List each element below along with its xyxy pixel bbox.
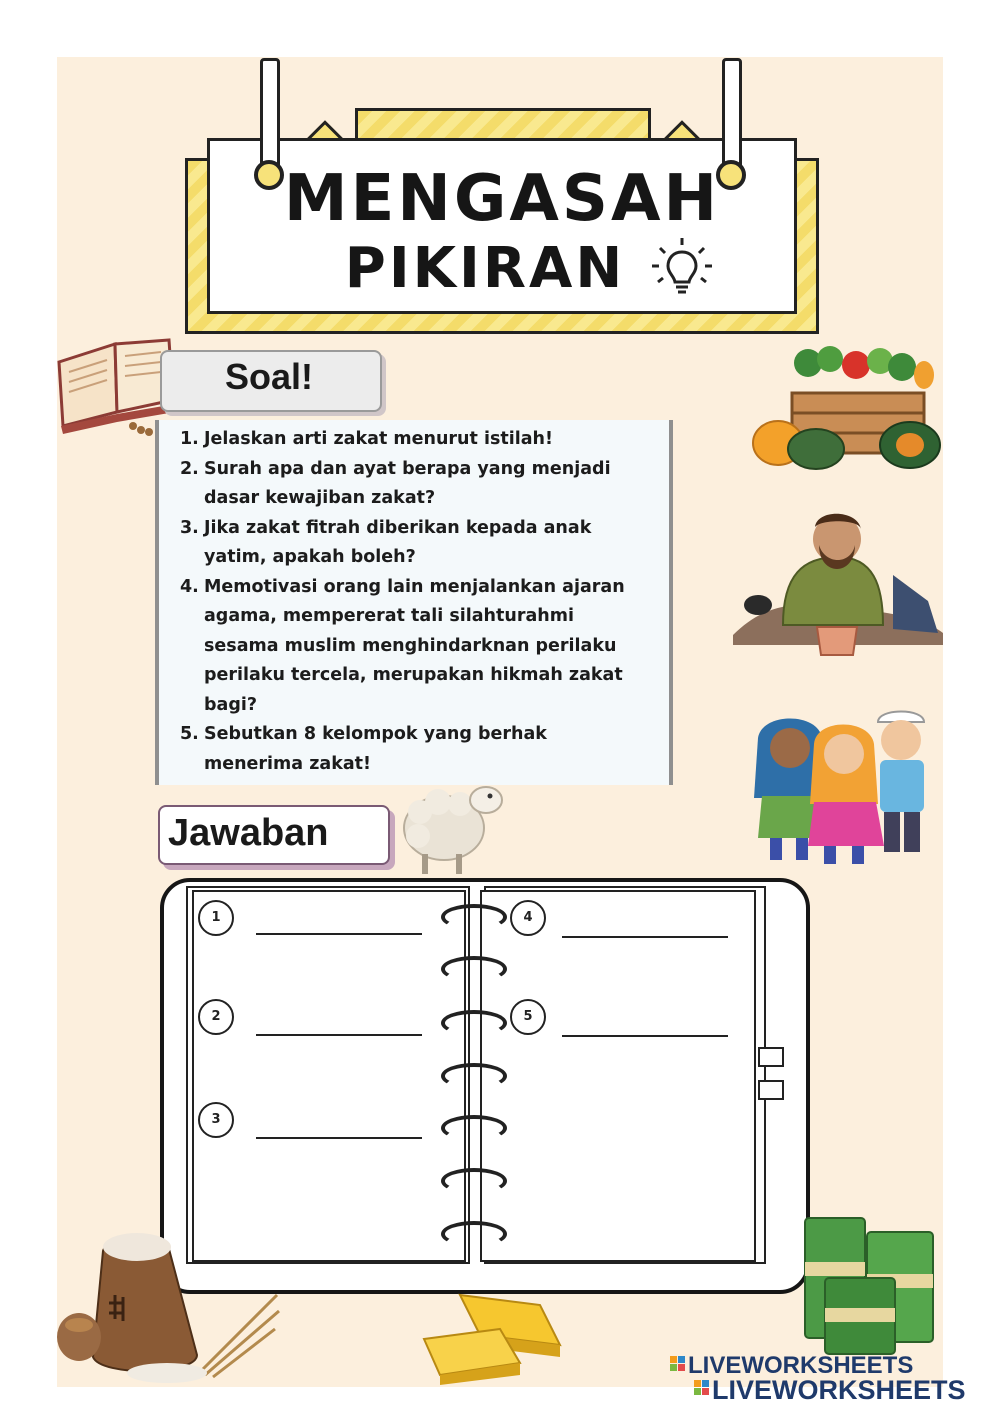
question-text: Memotivasi orang lain menjalankan ajaran xyxy=(204,576,625,597)
watermark-text: LIVEWORKSHEETS xyxy=(688,1352,914,1379)
question-number: 2. xyxy=(180,458,199,479)
answer-line-4[interactable] xyxy=(562,936,728,938)
notebook-tab xyxy=(758,1080,784,1100)
question-item xyxy=(180,573,650,721)
spiral-ring xyxy=(441,904,507,930)
liveworksheets-logo-icon xyxy=(670,1356,686,1372)
question-text: perilaku tercela, merupakan hikmah zakat xyxy=(204,665,623,685)
page-title-line-1: MENGASAH xyxy=(283,162,721,236)
watermark-text: LIVEWORKSHEETS xyxy=(712,1375,966,1405)
questions-list xyxy=(180,425,650,779)
right-page xyxy=(480,890,756,1262)
question-text: agama, mempererat tali silahturahmi xyxy=(204,606,574,626)
page-title-line-2: PIKIRAN xyxy=(344,236,626,301)
notebook-tab xyxy=(758,1047,784,1067)
spiral-ring xyxy=(441,1063,507,1089)
question-number: 3. xyxy=(180,517,199,538)
answer-line-1[interactable] xyxy=(256,933,422,935)
sheep-icon xyxy=(398,770,510,880)
question-text: bagi? xyxy=(204,694,258,715)
question-item xyxy=(180,425,650,455)
question-text: yatim, apakah boleh? xyxy=(204,547,416,567)
question-item xyxy=(180,455,650,514)
spiral-ring xyxy=(441,1221,507,1247)
question-text: Surah apa dan ayat berapa yang menjadi xyxy=(204,458,611,479)
left-page xyxy=(192,890,466,1262)
answer-line-2[interactable] xyxy=(256,1034,422,1036)
jawaban-label: Jawaban xyxy=(168,812,329,854)
liveworksheets-logo-icon xyxy=(694,1380,710,1396)
question-text: Jelaskan arti zakat menurut istilah! xyxy=(204,429,553,449)
question-text: sesama muslim menghindarknan perilaku xyxy=(204,635,617,656)
answer-number-4: 4 xyxy=(510,900,546,936)
answer-line-3[interactable] xyxy=(256,1137,422,1139)
answer-number-1: 1 xyxy=(198,900,234,936)
gold-bars-icon xyxy=(420,1285,580,1385)
question-text: Jika zakat fitrah diberikan kepada anak xyxy=(204,517,592,538)
poor-man-icon xyxy=(733,505,943,665)
rice-sack-icon xyxy=(57,1225,282,1387)
question-number: 1. xyxy=(180,429,199,449)
spiral-ring xyxy=(441,1115,507,1141)
question-text: dasar kewajiban zakat? xyxy=(204,488,436,508)
question-item xyxy=(180,514,650,573)
question-number: 5. xyxy=(180,724,199,744)
spiral-ring xyxy=(441,1168,507,1194)
lightbulb-icon xyxy=(650,236,714,300)
question-text: Sebutkan 8 kelompok yang berhak xyxy=(204,724,547,744)
answer-number-2: 2 xyxy=(198,999,234,1035)
spiral-ring xyxy=(441,956,507,982)
question-number: 4. xyxy=(180,576,199,597)
question-text: menerima zakat! xyxy=(204,753,371,774)
answer-number-5: 5 xyxy=(510,999,546,1035)
answer-line-5[interactable] xyxy=(562,1035,728,1037)
answer-number-3: 3 xyxy=(198,1102,234,1138)
money-stack-icon xyxy=(795,1208,943,1358)
vegetable-crate-icon xyxy=(752,345,944,470)
soal-label: Soal! xyxy=(224,356,313,397)
spiral-ring xyxy=(441,1010,507,1036)
children-icon xyxy=(752,708,942,870)
